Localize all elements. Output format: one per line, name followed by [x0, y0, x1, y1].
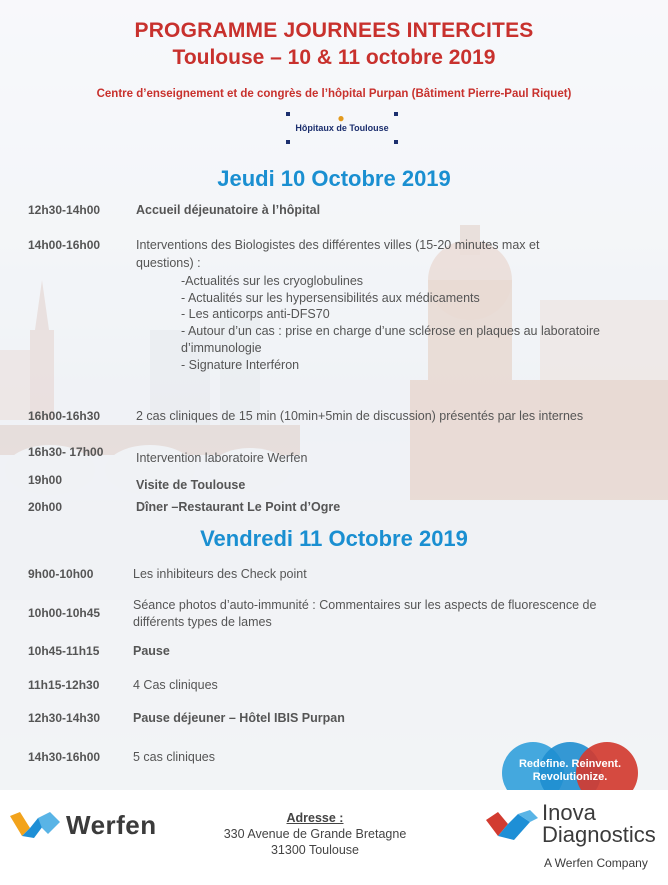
day2-time-1: 9h00-10h00 [28, 567, 94, 581]
logo-square-icon [286, 140, 290, 144]
address-label: Adresse : [286, 811, 344, 825]
day1-time-6: 20h00 [28, 500, 63, 514]
day1-text-5: Visite de Toulouse [136, 478, 246, 492]
hospital-logo-name: Hôpitaux de Toulouse [295, 123, 389, 133]
bullet-item: - Signature Interféron [181, 358, 300, 372]
inova-mark-icon [484, 808, 540, 844]
day2-time-3: 10h45-11h15 [28, 644, 100, 658]
day2-text-3: Pause [133, 644, 170, 658]
address-block [215, 810, 415, 858]
day1-text-4: Intervention laboratoire Werfen [136, 451, 308, 465]
header [0, 18, 668, 72]
day2-time-6: 14h30-16h00 [28, 750, 101, 764]
day1-title: Jeudi 10 Octobre 2019 [217, 166, 451, 191]
bullet-item: d’immunologie [181, 341, 262, 355]
day1-time-3: 16h00-16h30 [28, 409, 101, 423]
logo-square-icon [394, 140, 398, 144]
address-line-2: 31300 Toulouse [270, 843, 360, 857]
bullet-item: - Actualités sur les hypersensibilités aux médicaments [181, 291, 480, 305]
day1-time-4: 16h30- 17h00 [28, 445, 104, 459]
day2-title: Vendredi 11 Octobre 2019 [200, 526, 468, 551]
slogan-line-1: Redefine. Reinvent. [518, 758, 622, 770]
slogan-line-2: Revolutionize. [532, 771, 608, 783]
inova-logo-line2: Diagnostics [542, 822, 656, 847]
inova-logo [480, 798, 668, 883]
day2-time-4: 11h15-12h30 [28, 678, 100, 692]
day1-time-1: 12h30-14h00 [28, 203, 101, 217]
day2-text-5: Pause déjeuner – Hôtel IBIS Purpan [133, 711, 345, 725]
werfen-mark-icon [10, 808, 64, 840]
bullet-item: - Les anticorps anti-DFS70 [181, 307, 330, 321]
day1-text-1: Accueil déjeunatoire à l’hôpital [136, 203, 321, 217]
inova-logo-line1: Inova [542, 800, 596, 825]
page-subtitle: Toulouse – 10 & 11 octobre 2019 [172, 46, 496, 69]
day1-text-6: Dîner –Restaurant Le Point d’Ogre [136, 500, 341, 514]
day2-text-2: Séance photos d’auto-immunité : Commentaires sur les aspects de fluorescence de [133, 598, 597, 612]
day1-time-2: 14h00-16h00 [28, 238, 101, 252]
day2-text-2b: différents types de lames [133, 615, 272, 629]
werfen-logo-text: Werfen [66, 810, 157, 840]
day2-time-5: 12h30-14h30 [28, 711, 101, 725]
day1-text-2b: questions) : [136, 256, 201, 270]
venue-text: Centre d’enseignement et de congrès de l’hôpital Purpan (Bâtiment Pierre-Paul Riquet) [96, 88, 572, 100]
day2-text-6: 5 cas cliniques [133, 750, 215, 764]
footer [0, 790, 668, 885]
bullet-item: - Autour d’un cas : prise en charge d’une sclérose en plaques au laboratoire [181, 324, 601, 338]
day2-text-4: 4 Cas cliniques [133, 678, 218, 692]
day1-text-2: Interventions des Biologistes des différentes villes (15-20 minutes max et [136, 238, 540, 252]
day2-text-1: Les inhibiteurs des Check point [133, 567, 307, 581]
slogan-text [500, 758, 640, 784]
logo-square-icon [394, 112, 398, 116]
day1-text-3: 2 cas cliniques de 15 min (10min+5min de discussion) présentés par les internes [136, 409, 584, 423]
address-line-1: 330 Avenue de Grande Bretagne [223, 827, 407, 841]
page-title: PROGRAMME JOURNEES INTERCITES [134, 19, 534, 42]
day2-time-2: 10h00-10h45 [28, 606, 101, 620]
inova-tagline: A Werfen Company [544, 856, 648, 870]
bullet-item: -Actualités sur les cryoglobulines [181, 274, 364, 288]
day1-time-5: 19h00 [28, 473, 63, 487]
werfen-logo [10, 808, 170, 840]
hopitaux-de-toulouse-logo [284, 110, 400, 146]
shell-icon: ● [337, 111, 345, 125]
logo-square-icon [286, 112, 290, 116]
